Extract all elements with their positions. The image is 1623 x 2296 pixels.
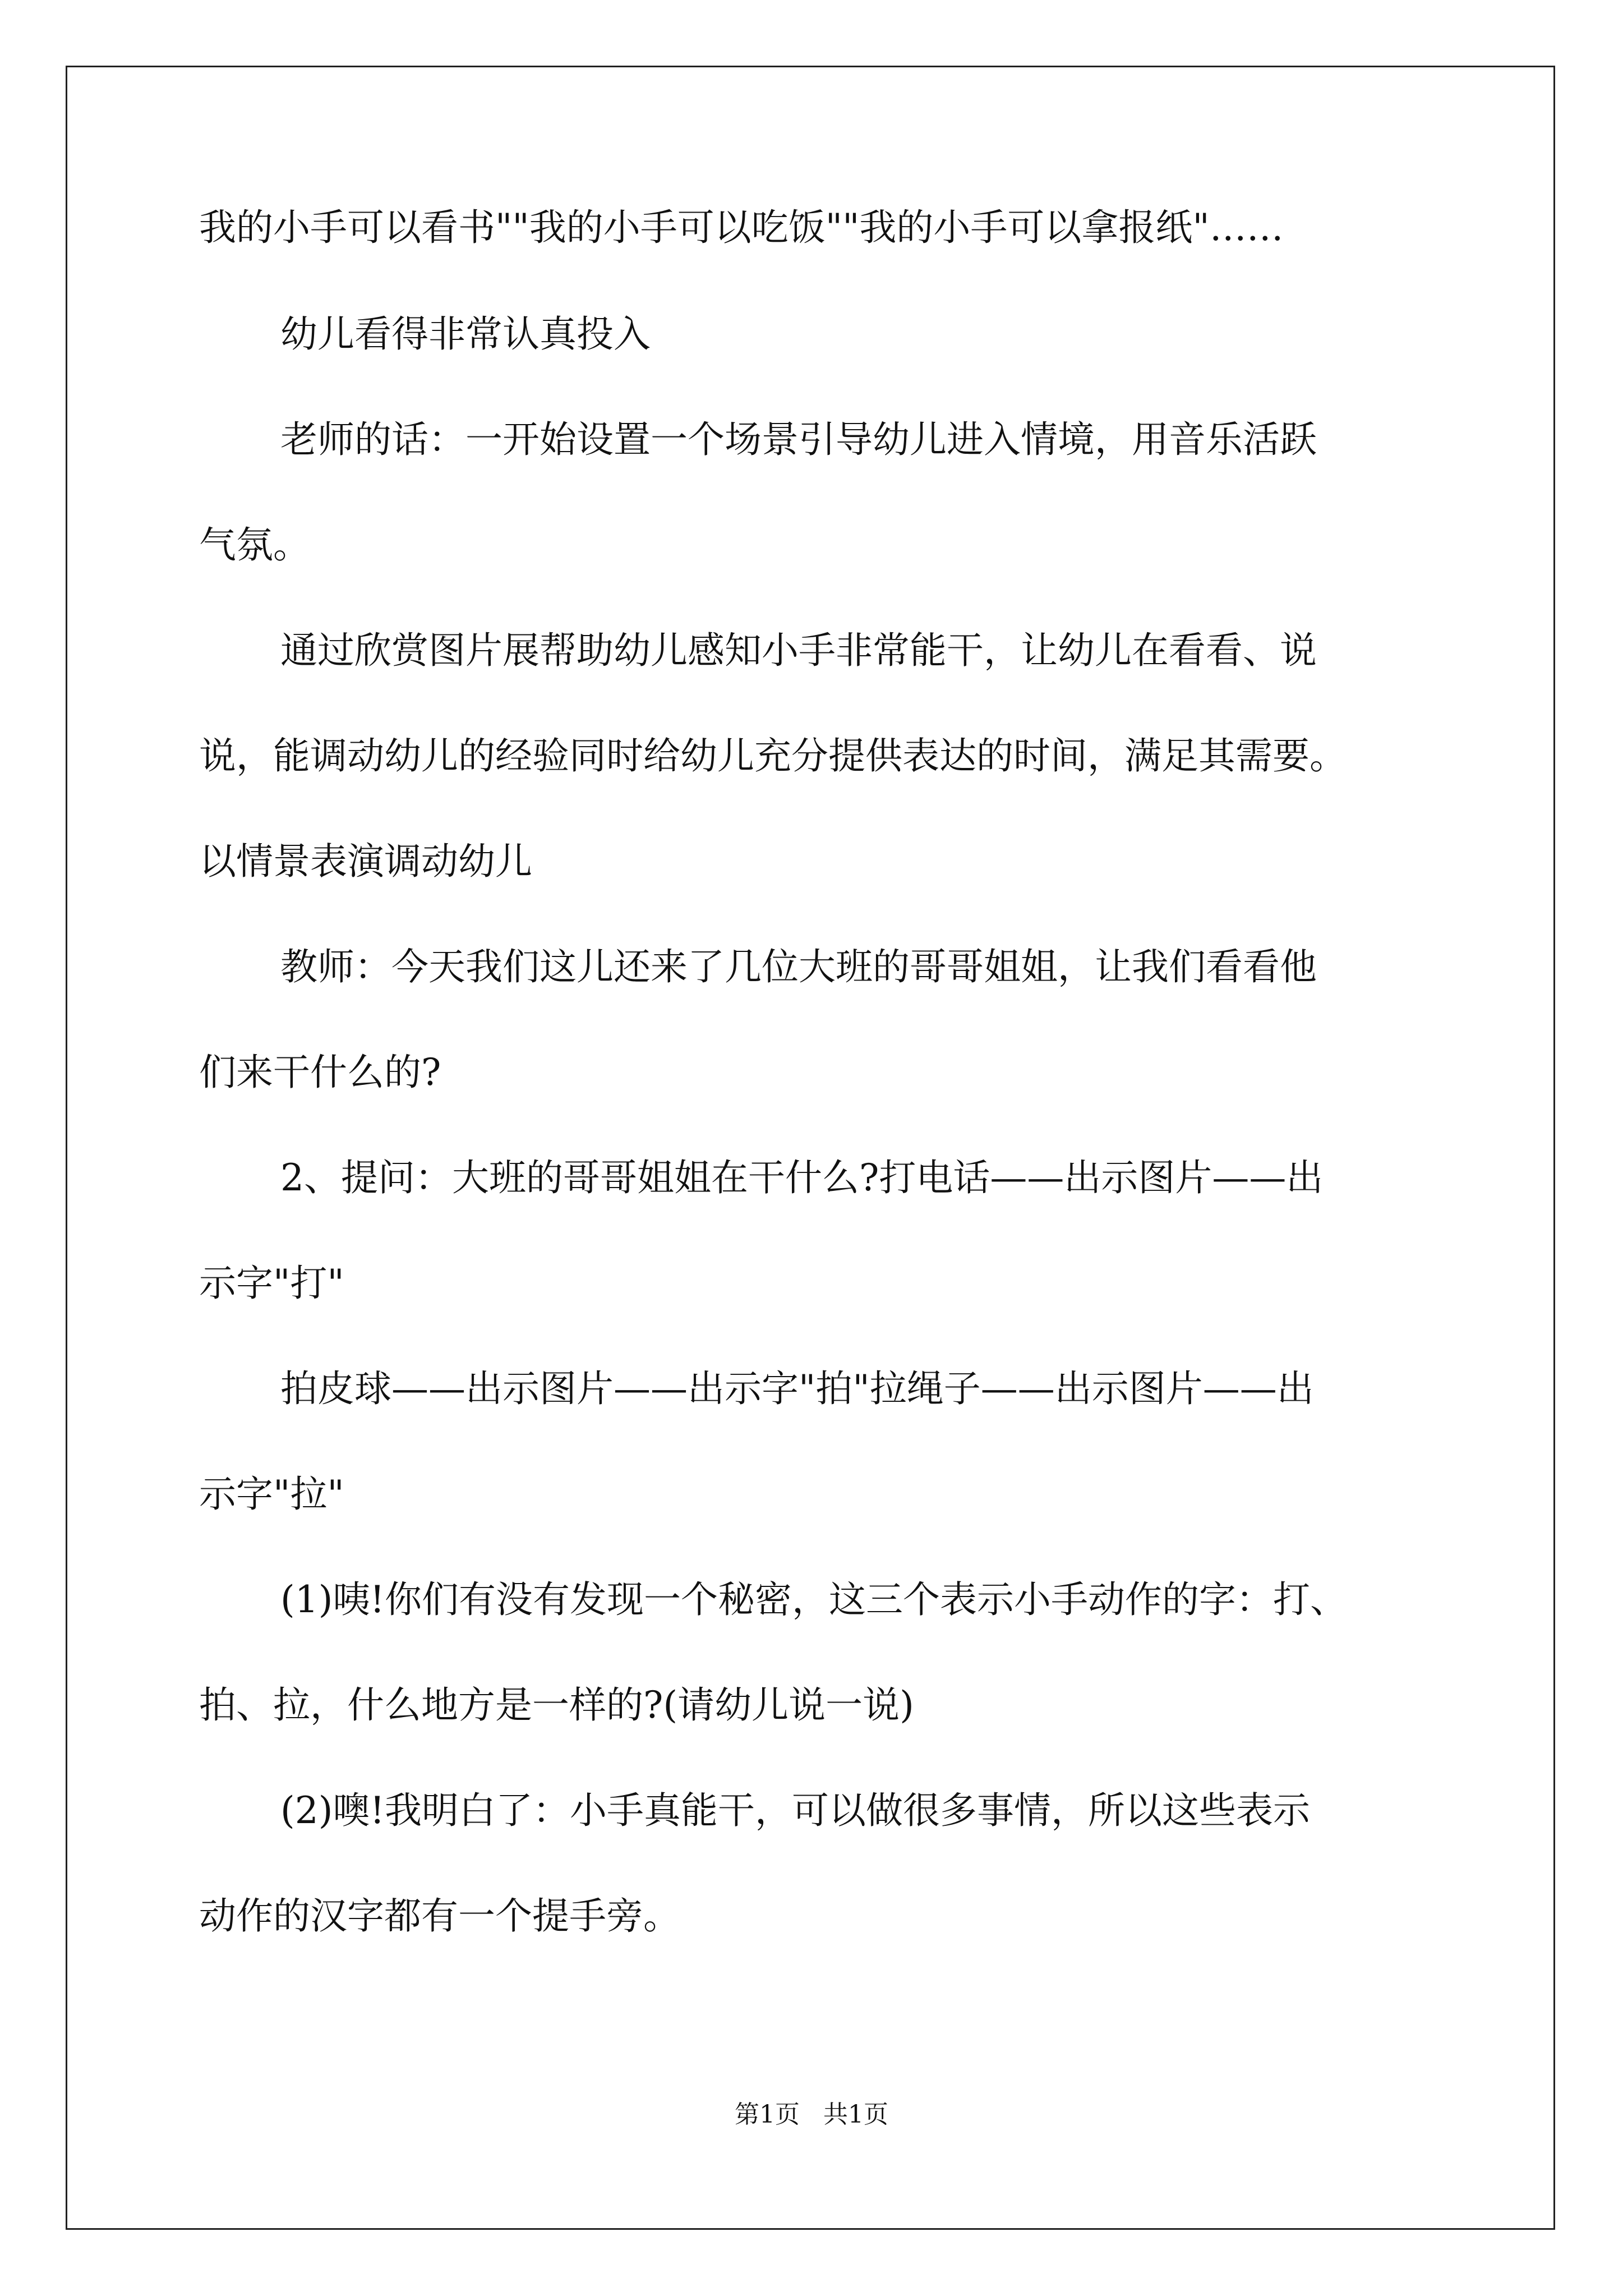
text-line-11: 示字"打" [199, 1262, 344, 1305]
text-line-5: 通过欣赏图片展帮助幼儿感知小手非常能干，让幼儿在看看、说 [280, 629, 1317, 672]
text-line-9: 们来干什么的? [199, 1051, 441, 1094]
text-line-1: 我的小手可以看书""我的小手可以吃饭""我的小手可以拿报纸"…… [199, 206, 1284, 249]
text-line-10: 2、提问：大班的哥哥姐姐在干什么?打电话——出示图片——出 [280, 1156, 1324, 1199]
text-line-4: 气氛。 [199, 523, 310, 567]
text-line-17: 动作的汉字都有一个提手旁。 [199, 1894, 680, 1938]
text-line-14: (1)咦!你们有没有发现一个秘密，这三个表示小手动作的字：打、 [280, 1578, 1348, 1621]
text-line-2: 幼儿看得非常认真投入 [280, 312, 651, 356]
text-line-6: 说，能调动幼儿的经验同时给幼儿充分提供表达的时间，满足其需要。 [199, 734, 1347, 777]
page-footer: 第1页 共1页 [735, 2100, 888, 2129]
text-line-15: 拍、拉，什么地方是一样的?(请幼儿说一说) [199, 1683, 914, 1727]
text-line-3: 老师的话：一开始设置一个场景引导幼儿进入情境，用音乐活跃 [280, 418, 1317, 461]
text-line-12: 拍皮球——出示图片——出示字"拍"拉绳子——出示图片——出 [280, 1367, 1314, 1410]
text-line-16: (2)噢!我明白了：小手真能干，可以做很多事情，所以这些表示 [280, 1789, 1311, 1832]
text-line-8: 教师：今天我们这儿还来了几位大班的哥哥姐姐，让我们看看他 [280, 945, 1317, 988]
text-line-13: 示字"拉" [199, 1473, 344, 1516]
text-line-7: 以情景表演调动幼儿 [199, 840, 532, 883]
